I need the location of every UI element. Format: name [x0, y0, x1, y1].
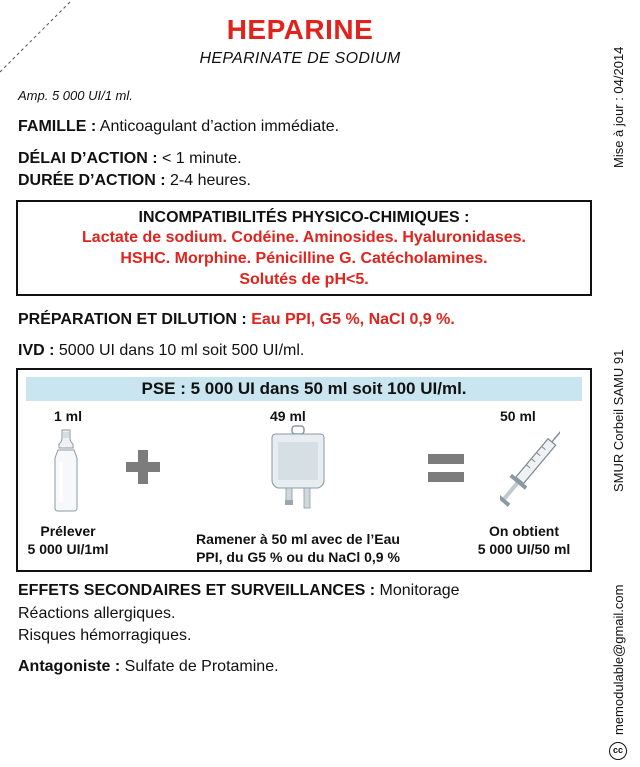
- obtient-line: 5 000 UI/50 ml: [477, 541, 571, 557]
- antagoniste-value: Sulfate de Protamine.: [124, 658, 279, 675]
- preparation-value: Eau PPI, G5 %, NaCl 0,9 %.: [251, 311, 455, 328]
- update-date: Mise à jour : 04/2014: [611, 46, 626, 168]
- delai-value: < 1 minute.: [162, 150, 242, 167]
- organization-label: SMUR Corbeil SAMU 91: [611, 349, 626, 492]
- prelever-line: Prélever: [40, 523, 96, 539]
- ivd-line: [18, 342, 304, 360]
- effets-item: Réactions allergiques.: [18, 605, 176, 622]
- ivd-value: 5000 UI dans 10 ml soit 500 UI/ml.: [58, 342, 305, 359]
- preparation-label: PRÉPARATION ET DILUTION :: [18, 311, 247, 328]
- obtient-caption: [458, 522, 590, 558]
- ampoule-info: Amp. 5 000 UI/1 ml.: [18, 88, 133, 103]
- plus-icon: [126, 450, 160, 484]
- effets-item: Risques hémorragiques.: [18, 627, 192, 644]
- antagoniste-line: [18, 658, 279, 676]
- creative-commons-icon: cc: [609, 742, 627, 760]
- famille-line: [18, 118, 339, 136]
- contact-email: memodulable@gmail.com: [611, 584, 626, 735]
- antagoniste-label: Antagoniste :: [18, 658, 121, 675]
- ivd-label: IVD :: [18, 342, 55, 359]
- bag-quantity: 49 ml: [270, 408, 306, 424]
- delai-label: DÉLAI D’ACTION :: [18, 150, 158, 167]
- syringe-quantity: 50 ml: [500, 408, 536, 424]
- effets-line: [18, 582, 460, 600]
- delai-line: [18, 150, 242, 168]
- duree-line: [18, 172, 251, 190]
- pse-heading: PSE : 5 000 UI dans 50 ml soit 100 UI/ml.: [26, 377, 582, 401]
- equals-icon: [428, 454, 464, 482]
- famille-value: Anticoagulant d’action immédiate.: [99, 118, 340, 135]
- effets-value: Monitorage: [379, 582, 460, 599]
- syringe-icon: [500, 420, 560, 516]
- famille-label: FAMILLE :: [18, 118, 97, 135]
- drug-subtitle: HEPARINATE DE SODIUM: [199, 50, 401, 67]
- incompat-heading: INCOMPATIBILITÉS PHYSICO-CHIMIQUES :: [138, 209, 470, 226]
- prelever-line: 5 000 UI/1ml: [27, 541, 109, 557]
- drug-title: HEPARINE: [226, 14, 374, 45]
- incompatibilities-box: [16, 200, 592, 296]
- ramener-line: Ramener à 50 ml avec de l’Eau: [196, 531, 400, 547]
- duree-value: 2-4 heures.: [170, 172, 251, 189]
- incompat-line: HSHC. Morphine. Pénicilline G. Catécholamines.: [120, 250, 488, 267]
- effets-label: EFFETS SECONDAIRES ET SURVEILLANCES :: [18, 582, 376, 599]
- incompat-line: Solutés de pH<5.: [239, 271, 369, 288]
- ampoule-icon: [48, 428, 84, 512]
- ramener-line: PPI, du G5 % ou du NaCl 0,9 %: [196, 549, 400, 565]
- pse-box: [16, 368, 592, 572]
- preparation-line: [18, 311, 455, 329]
- ampoule-quantity: 1 ml: [54, 408, 83, 424]
- incompat-line: Lactate de sodium. Codéine. Aminosides. Hyaluronidases.: [82, 229, 526, 246]
- obtient-line: On obtient: [489, 523, 559, 539]
- duree-label: DURÉE D’ACTION :: [18, 172, 166, 189]
- ramener-caption: [148, 530, 448, 566]
- iv-bag-icon: [268, 424, 328, 514]
- prelever-caption: [18, 522, 118, 558]
